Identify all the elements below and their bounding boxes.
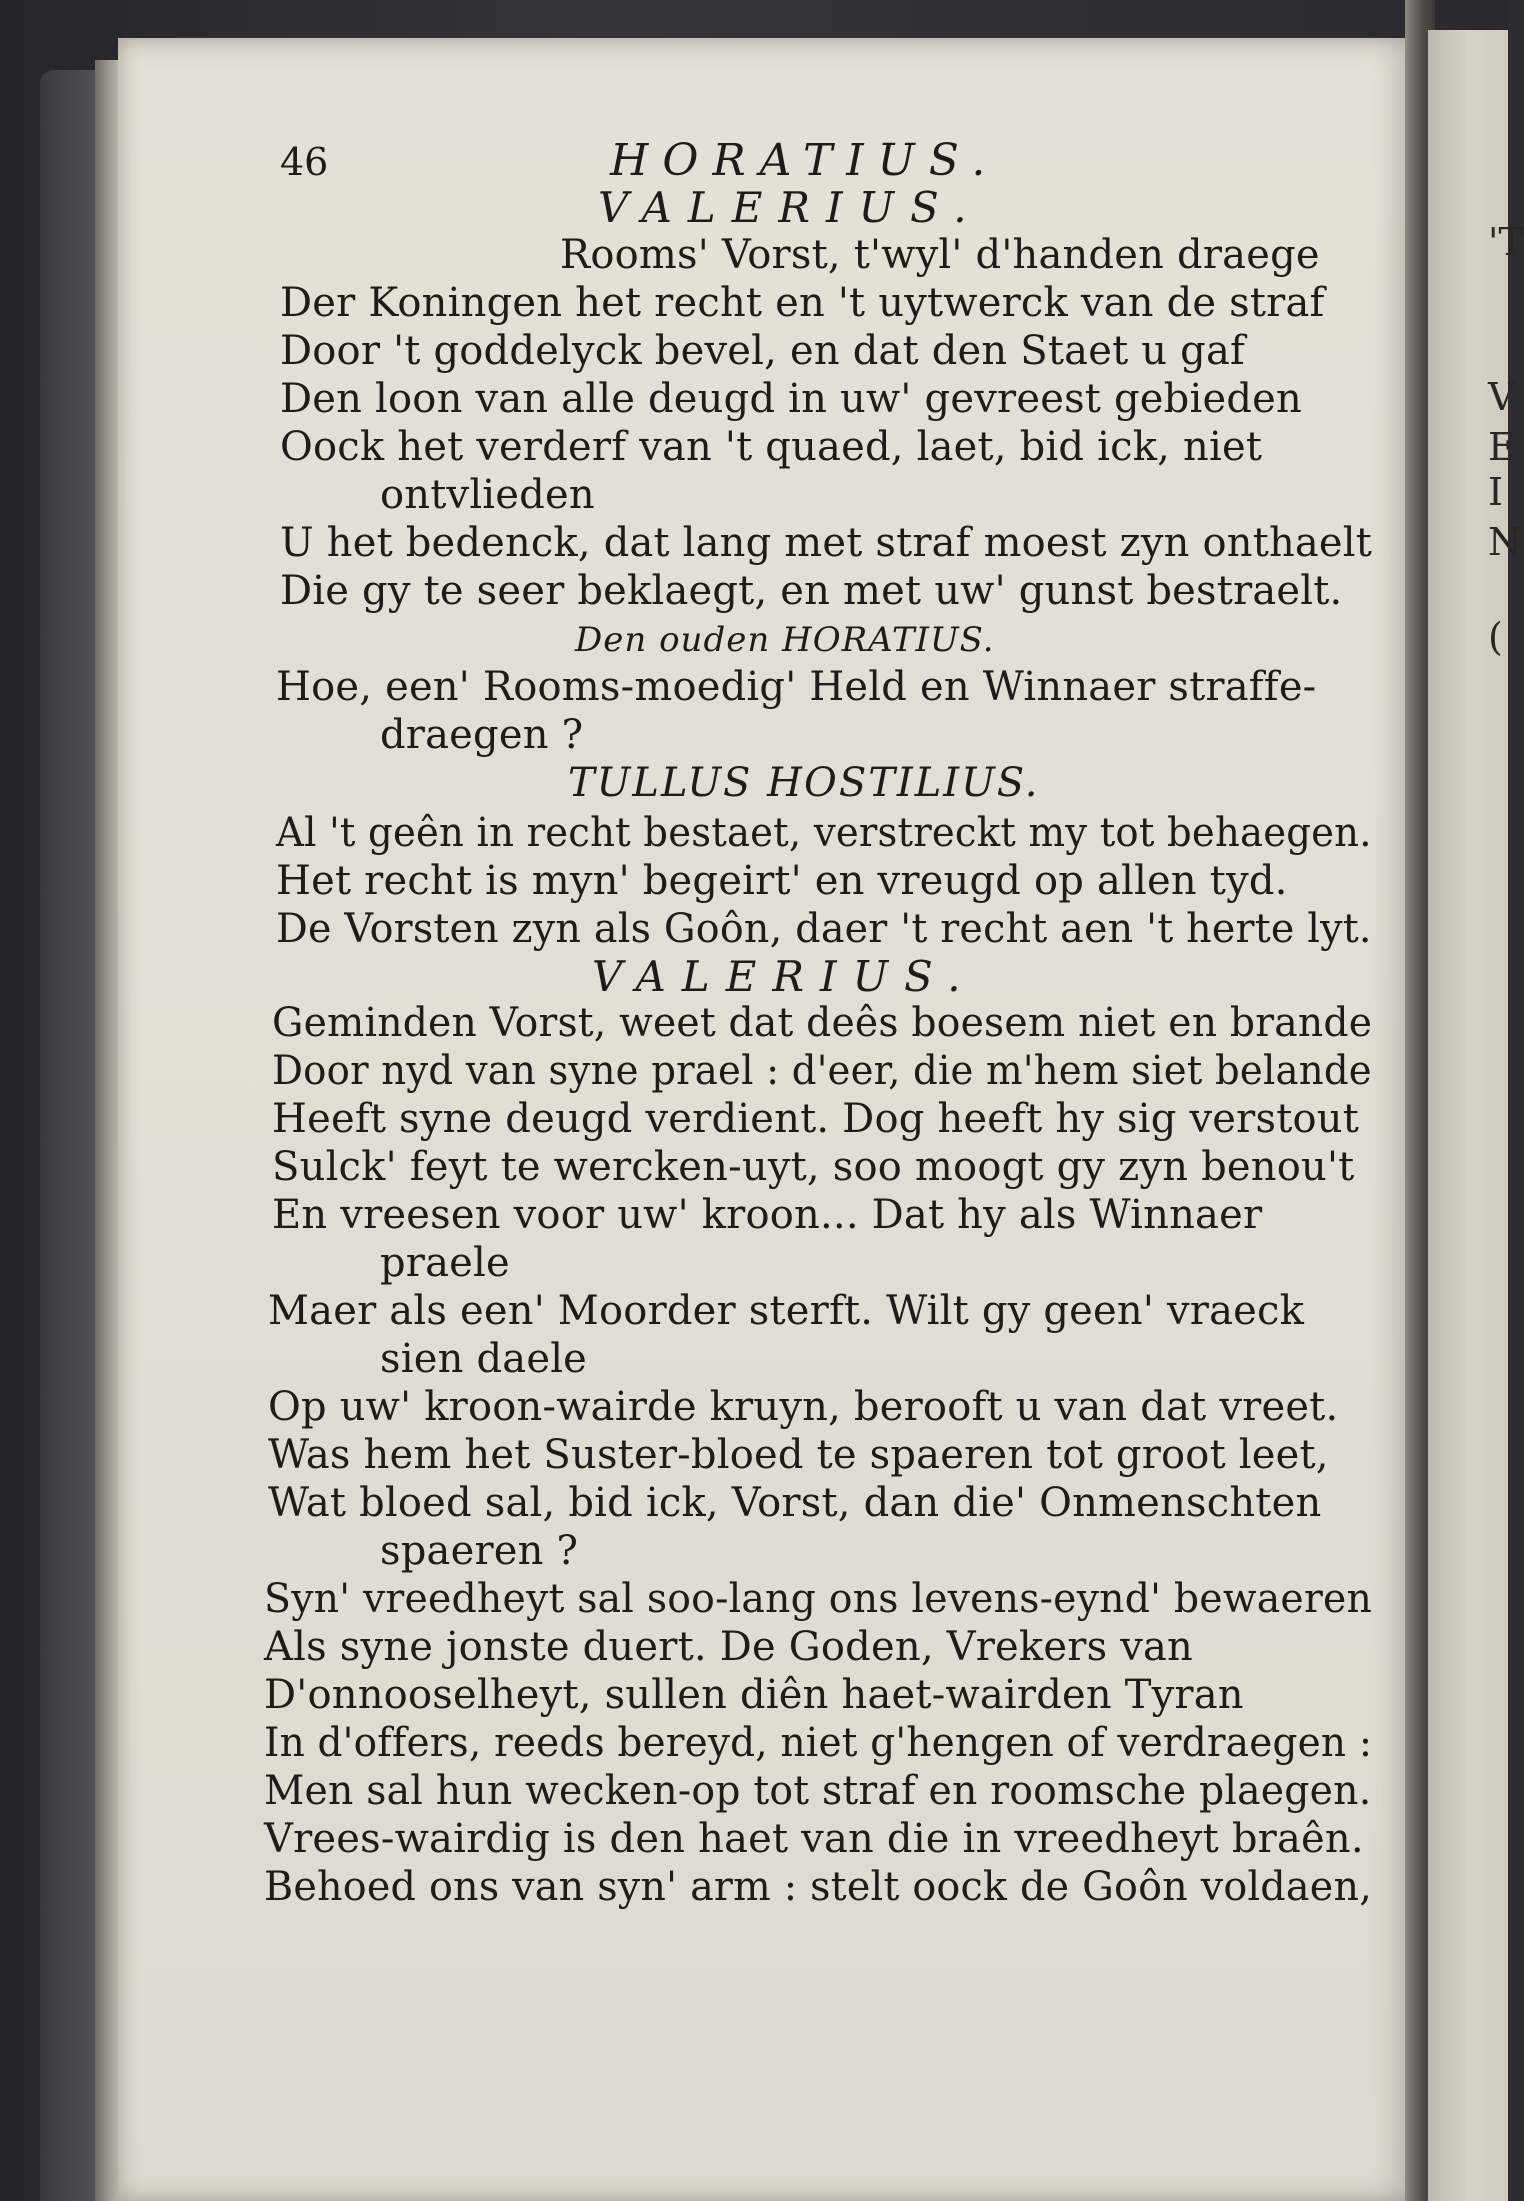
verse-line: Op uw' kroon-wairde kruyn, berooft u van dat vreet. xyxy=(268,1384,1339,1430)
facing-page-fragment: V xyxy=(1488,375,1516,419)
facing-page-fragment: E xyxy=(1488,425,1516,469)
verse-line: Maer als een' Moorder sterft. Wilt gy geen' vraeck xyxy=(268,1288,1305,1334)
verse-line: Behoed ons van syn' arm : stelt oock de Goôn voldaen, xyxy=(264,1864,1373,1910)
speaker-heading: TULLUS HOSTILIUS. xyxy=(568,760,1040,806)
verse-line: En vreesen voor uw' kroon... Dat hy als Winnaer xyxy=(272,1192,1263,1238)
verse-line: In d'offers, reeds bereyd, niet g'hengen of verdraegen : xyxy=(264,1720,1373,1766)
verse-line: Den loon van alle deugd in uw' gevreest gebieden xyxy=(280,376,1302,422)
verse-line: Heeft syne deugd verdient. Dog heeft hy sig verstout xyxy=(272,1096,1359,1142)
speaker-heading: VALERIUS. xyxy=(592,952,977,1001)
facing-page-fragment: 'T xyxy=(1488,220,1524,264)
verse-line: Door nyd van syne prael : d'eer, die m'hem siet belande xyxy=(272,1048,1372,1094)
verse-line: Door 't goddelyck bevel, en dat den Staet u gaf xyxy=(280,328,1246,374)
verse-line: draegen ? xyxy=(380,712,584,758)
verse-line: ontvlieden xyxy=(380,472,595,518)
verse-line: spaeren ? xyxy=(380,1528,579,1574)
verse-line: Wat bloed sal, bid ick, Vorst, dan die' Onmenschten xyxy=(268,1480,1322,1526)
verse-line: De Vorsten zyn als Goôn, daer 't recht aen 't herte lyt. xyxy=(276,906,1372,952)
speaker-heading: Den ouden HORATIUS. xyxy=(575,620,995,660)
facing-page-fragment: N xyxy=(1488,520,1522,564)
verse-line: Geminden Vorst, weet dat deês boesem niet en brande xyxy=(272,1000,1373,1046)
verse-line: Die gy te seer beklaegt, en met uw' gunst bestraelt. xyxy=(280,568,1343,614)
verse-line: Men sal hun wecken-op tot straf en roomsche plaegen. xyxy=(264,1768,1372,1814)
verse-line: Vrees-wairdig is den haet van die in vreedheyt braên. xyxy=(264,1816,1364,1862)
verse-line: Syn' vreedheyt sal soo-lang ons levens-eynd' bewaeren xyxy=(264,1576,1373,1622)
speaker-heading: VALERIUS. xyxy=(598,183,983,232)
verse-line: Als syne jonste duert. De Goden, Vrekers van xyxy=(264,1624,1194,1670)
facing-page-fragment: I xyxy=(1488,470,1504,514)
verse-line: Was hem het Suster-bloed te spaeren tot groot leet, xyxy=(268,1432,1329,1478)
verse-line: sien daele xyxy=(380,1336,588,1382)
verse-line: Al 't geên in recht bestaet, verstreckt my tot behaegen. xyxy=(276,810,1372,856)
verse-line: Rooms' Vorst, t'wyl' d'handen draege xyxy=(560,232,1320,278)
verse-line: praele xyxy=(380,1240,510,1286)
verse-line: Het recht is myn' begeirt' en vreugd op allen tyd. xyxy=(276,858,1288,904)
verse-line: Sulck' feyt te wercken-uyt, soo moogt gy zyn benou't xyxy=(272,1144,1355,1190)
verse-line: Der Koningen het recht en 't uytwerck van de straf xyxy=(280,280,1325,326)
verse-line: U het bedenck, dat lang met straf moest zyn onthaelt xyxy=(280,520,1373,566)
verse-line: Hoe, een' Rooms-moedig' Held en Winnaer straffe- xyxy=(276,664,1317,710)
page-number: 46 xyxy=(280,140,329,184)
running-head: HORATIUS. xyxy=(610,135,1000,186)
facing-page-fragment: ( xyxy=(1488,615,1503,659)
verse-line: D'onnooselheyt, sullen diên haet-wairden Tyran xyxy=(264,1672,1244,1718)
verse-line: Oock het verderf van 't quaed, laet, bid ick, niet xyxy=(280,424,1263,470)
